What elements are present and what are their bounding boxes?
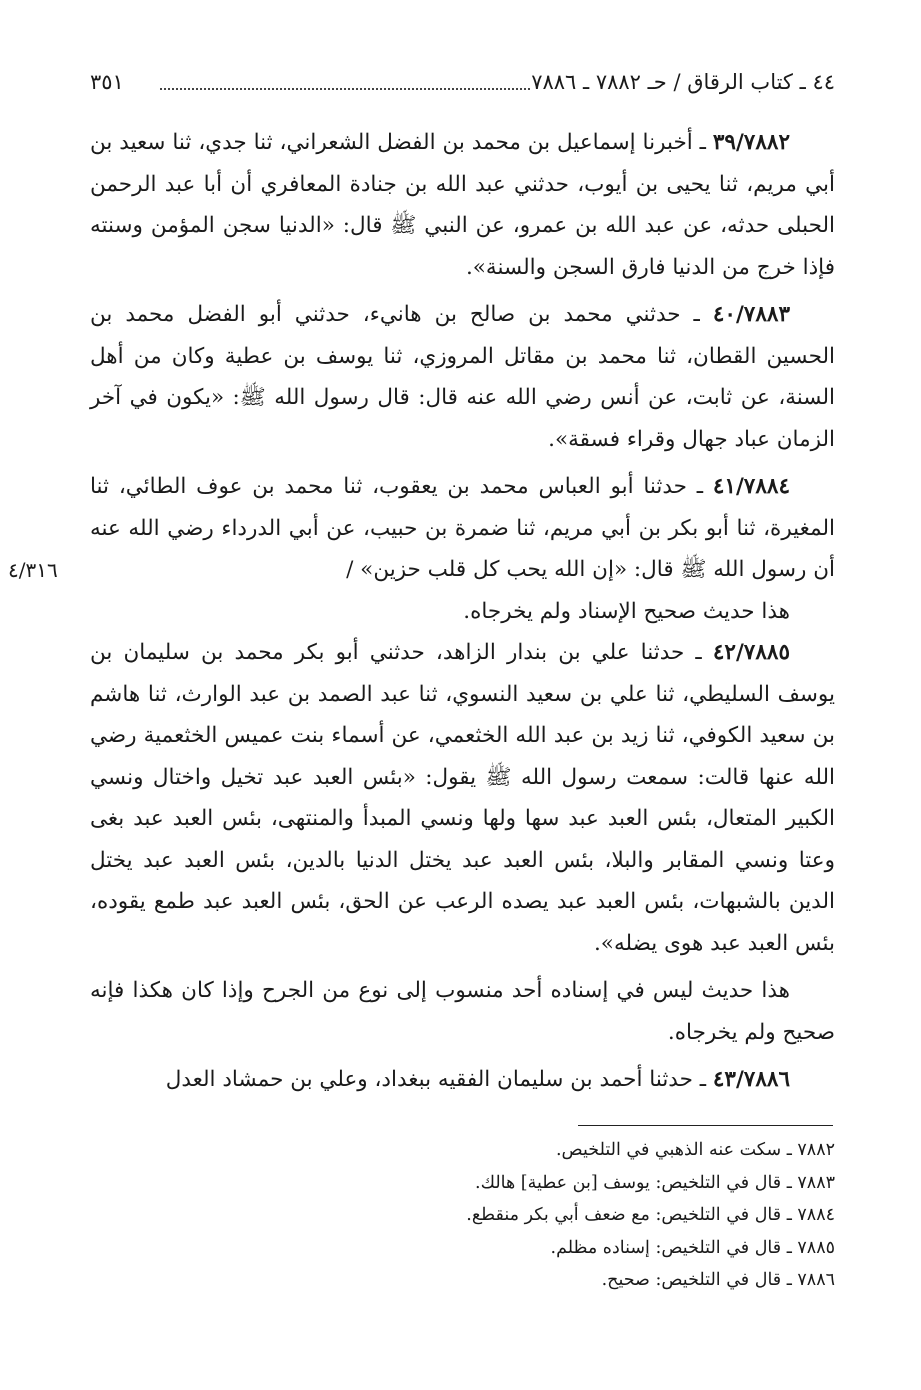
page-header [90, 66, 835, 100]
footnote-separator [578, 1125, 833, 1126]
grading-paragraph [90, 970, 835, 1053]
hadith-number: ٤٣/٧٨٨٦ [712, 1067, 790, 1092]
hadith-paragraph [90, 632, 835, 964]
footnote: ٧٨٨٤ ـ قال في التلخيص: مع ضعف أبي بكر منقطع. [466, 1205, 835, 1225]
hadith-text: ـ حدثنا أحمد بن سليمان الفقيه ببغداد، وعلي بن حمشاد العدل [165, 1067, 713, 1092]
hadith-number: ٤١/٧٨٨٤ [712, 474, 790, 499]
main-text [90, 122, 835, 1101]
margin-reference: ٤/٣١٦ [8, 558, 58, 582]
hadith-text: ـ أخبرنا إسماعيل بن محمد بن الفضل الشعراني، ثنا جدي، ثنا سعيد بن أبي مريم، ثنا يحيى بن أيوب، حدثني عبد الله بن جنادة المعافري أن أبا عبد الرحمن الحبلى حدثه، عن عبد الله بن عمرو، عن النبي ﷺ قال: «الدنيا سجن المؤمن وسنته فإذا خرج من الدنيا فارق السجن والسنة». [90, 130, 835, 280]
page-number: ٣٥١ [90, 70, 124, 94]
footnote: ٧٨٨٦ ـ قال في التلخيص: صحيح. [601, 1270, 835, 1290]
hadith-number: ٤٠/٧٨٨٣ [712, 302, 790, 327]
hadith-number: ٤٢/٧٨٨٥ [712, 640, 790, 665]
hadith-paragraph [90, 122, 835, 288]
hadith-paragraph [90, 1059, 835, 1101]
hadith-paragraph [90, 294, 835, 460]
footnote: ٧٨٨٢ ـ سكت عنه الذهبي في التلخيص. [555, 1140, 835, 1160]
footnote: ٧٨٨٥ ـ قال في التلخيص: إسناده مظلم. [550, 1237, 835, 1258]
hadith-text: ـ حدثنا أبو العباس محمد بن يعقوب، ثنا محمد بن عوف الطائي، ثنا المغيرة، ثنا أبو بكر بن أبي مريم، ثنا ضمرة بن حبيب، عن أبي الدرداء رضي الله عنه أن رسول الله ﷺ قال: «إن الله يحب كل قلب حزين» / [90, 474, 835, 582]
hadith-text: ـ حدثني محمد بن صالح بن هانيء، حدثني أبو الفضل محمد بن الحسين القطان، ثنا محمد بن مقاتل المروزي، ثنا يوسف بن عطية وكان من أهل السنة، عن ثابت، عن أنس رضي الله عنه قال: قال رسول الله ﷺ: «يكون في آخر الزمان عباد جهال وقراء فسقة». [90, 302, 835, 452]
grading-text: هذا حديث ليس في إسناده أحد منسوب إلى نوع من الجرح وإذا كان هكذا فإنه صحيح ولم يخرجاه. [90, 978, 835, 1045]
running-title: ٤٤ ـ كتاب الرقاق / حـ ٧٨٨٢ ـ ٧٨٨٦ [531, 70, 835, 94]
dotted-leader [160, 88, 530, 90]
grading-paragraph [90, 591, 835, 633]
hadith-number: ٣٩/٧٨٨٢ [712, 130, 790, 155]
footnote: ٧٨٨٣ ـ قال في التلخيص: يوسف [بن عطية] هالك. [475, 1172, 835, 1193]
footnotes [330, 1134, 835, 1297]
hadith-paragraph [90, 466, 835, 591]
grading-text: هذا حديث صحيح الإسناد ولم يخرجاه. [463, 598, 790, 624]
hadith-text: ـ حدثنا علي بن بندار الزاهد، حدثني أبو بكر محمد بن سليمان بن يوسف السليطي، ثنا علي بن سعيد النسوي، ثنا عبد الصمد بن عبد الوارث، ثنا هاشم بن سعيد الكوفي، ثنا زيد بن عبد الله الخثعمي، عن أسماء بنت عميس الخثعمية رضي الله عنها قالت: سمعت رسول الله ﷺ يقول: «بئس العبد عبد تخيل واختال ونسي الكبير المتعال، بئس العبد عبد سها ولها ونسي المبدأ والمنتهى، بئس العبد عبد بغى وعتا ونسي المقابر والبلا، بئس العبد عبد يختل الدنيا بالدين، بئس العبد عبد يختل الدين بالشبهات، بئس العبد عبد يصده الرعب عن الحق، بئس العبد عبد طمع يقوده، بئس العبد عبد هوى يضله». [90, 640, 835, 956]
